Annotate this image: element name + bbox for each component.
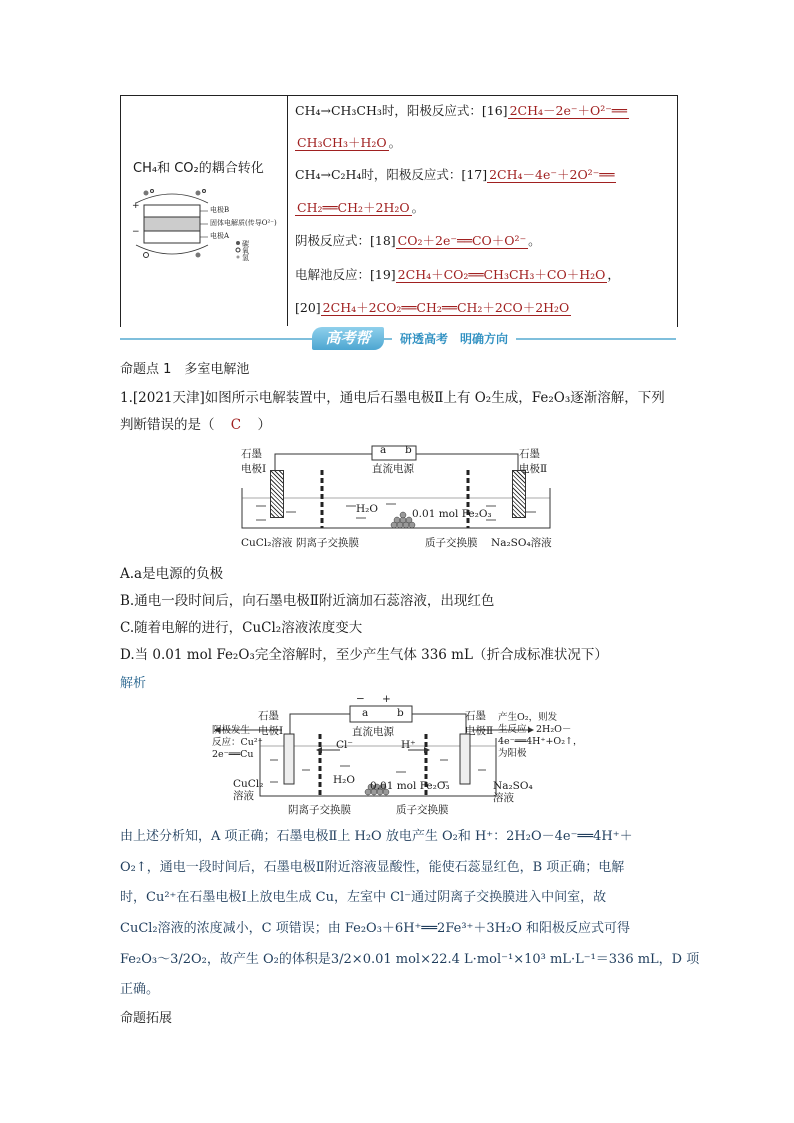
analysis-line: O₂↑，通电一段时间后，石墨电极Ⅱ附近溶液显酸性，能使石蕊显红色，B 项正确；电解 [120,860,625,875]
fig1-right-solution: Na₂SO₄溶液 [491,537,552,549]
option-b: B.通电一段时间后，向石墨电极Ⅱ附近滴加石蕊溶液，出现红色 [120,593,495,609]
analysis-line: Fe₂O₃～3/2O₂，故产生 O₂的体积是3/2×0.01 mol×22.4 L·mol⁻¹×10³ mL·L⁻¹＝336 mL，D 项 [120,952,700,967]
extension-heading: 命题拓展 [120,1011,173,1026]
row-18: 阴极反应式：[18] CO₂＋2e⁻══CO＋O²⁻ 。 [295,233,541,248]
fig1-anion-membrane: 阴离子交换膜 [296,537,359,549]
gaokaobang-banner [120,326,676,352]
legend-hydrogen: 氢 [242,254,249,262]
fig2-fe2o3: 0.01 mol Fe₂O₃ [370,780,450,792]
fig2-water: H₂O [333,774,355,786]
table-topic: CH₄和 CO₂的耦合转化 [133,161,264,176]
question-line-2: 判断错误的是（ C ） [120,417,271,433]
row-16: CH₄→CH₃CH₃时，阳极反应式：[16] 2CH₄－2e⁻＋O²⁻══ [295,103,627,118]
row-16-cont: CH₃CH₃＋H₂O 。 [297,135,402,150]
analysis-line: 由上述分析知，A 项正确；石墨电极Ⅱ上 H₂O 放电产生 O₂和 H⁺：2H₂O－4e⁻══4H⁺＋ [120,829,633,844]
question-answer: C [230,417,242,433]
label-electrode-a: 电极A [210,232,230,240]
plus-sign: + [132,201,140,211]
row-17-cont: CH₂══CH₂＋2H₂O 。 [297,200,425,215]
option-d: D.当 0.01 mol Fe₂O₃完全溶解时，至少产生气体 336 mL（折合成标准状况下） [120,647,608,663]
banner-badge: 高考帮 [312,327,384,350]
fig1-electrode1-label: 石墨 电极Ⅰ [241,448,267,475]
fig2-anion-membrane: 阴离子交换膜 [288,804,351,816]
analysis-line: 时，Cu²⁺在石墨电极Ⅰ上放电生成 Cu，左室中 Cl⁻通过阴离子交换膜进入中间室，故 [120,890,607,905]
table-divider [287,95,288,326]
minus-sign: − [132,227,140,237]
fig1-proton-membrane: 质子交换膜 [425,537,478,549]
fig2-right-solution: Na₂SO₄ 溶液 [493,780,533,804]
fig1-electrode2-label: 石墨 电极Ⅱ [519,448,548,475]
label-electrode-b: 电极B [210,206,230,214]
fig1-fe2o3: 0.01 mol Fe₂O₃ [412,508,492,520]
legend-carbon: 碳 [242,240,249,248]
question-line-1: 1.[2021天津]如图所示电解装置中，通电后石墨电极Ⅱ上有 O₂生成，Fe₂O₃逐渐溶解，下列 [120,390,665,406]
fig2-cathode-note: 阴极发生 反应：Cu²⁺ 2e⁻══Cu [212,725,263,760]
option-c: C.随着电解的进行，CuCl₂溶液浓度变大 [120,620,363,636]
fig1-power-label: 直流电源 [372,463,414,475]
fig2-electrode1-label: 石墨 电极Ⅰ [258,710,284,737]
fig2-power-b: b [397,707,404,719]
fig2-power-minus: − [356,693,365,705]
fig2-left-solution: CuCl₂ 溶液 [233,778,264,802]
row-17: CH₄→C₂H₄时，阳极反应式：[17] 2CH₄－4e⁻＋2O²⁻══ [295,167,615,182]
row-20: [20] 2CH₄＋2CO₂══CH₂══CH₂＋2CO＋2H₂O [295,300,570,315]
section-title: 命题点 1 多室电解池 [120,362,250,377]
legend-oxygen: 氧 [242,247,249,255]
fig2-proton-membrane: 质子交换膜 [396,804,449,816]
fig2-chloride: Cl⁻ [336,739,353,751]
analysis-line: CuCl₂溶液的浓度减小，C 项错误；由 Fe₂O₃＋6H⁺══2Fe³⁺＋3H₂O 和阳极反应式可得 [120,921,631,936]
fig2-power-plus: + [382,693,391,705]
fig1-power-a: a [380,444,387,456]
analysis-line: 正确。 [120,982,160,997]
fig2-power-label: 直流电源 [352,726,394,738]
banner-subtitle: 研透高考 明确方向 [392,328,516,350]
analysis-heading: 解析 [120,676,147,691]
fig1-left-solution: CuCl₂溶液 [241,537,293,549]
row-19: 电解池反应：[19] 2CH₄＋CO₂══CH₃CH₃＋CO＋H₂O ， [295,267,620,282]
graphite-electrode-2 [512,470,526,518]
fig2-power-a: a [362,707,369,719]
graphite-electrode-1 [270,470,284,518]
fig2-proton: H⁺ [401,739,416,751]
fig1-power-b: b [405,444,412,456]
option-a: A.a是电源的负极 [120,566,224,582]
fig2-electrode2-label: 石墨 电极Ⅱ [465,710,494,737]
fig2-anode-note: 产生O₂，则发 生反应：2H₂O－ 4e⁻══4H⁺+O₂↑， 为阳极 [498,712,583,759]
fig1-water: H₂O [356,503,378,515]
label-electrolyte: 固体电解质(传导O²⁻) [210,219,277,227]
